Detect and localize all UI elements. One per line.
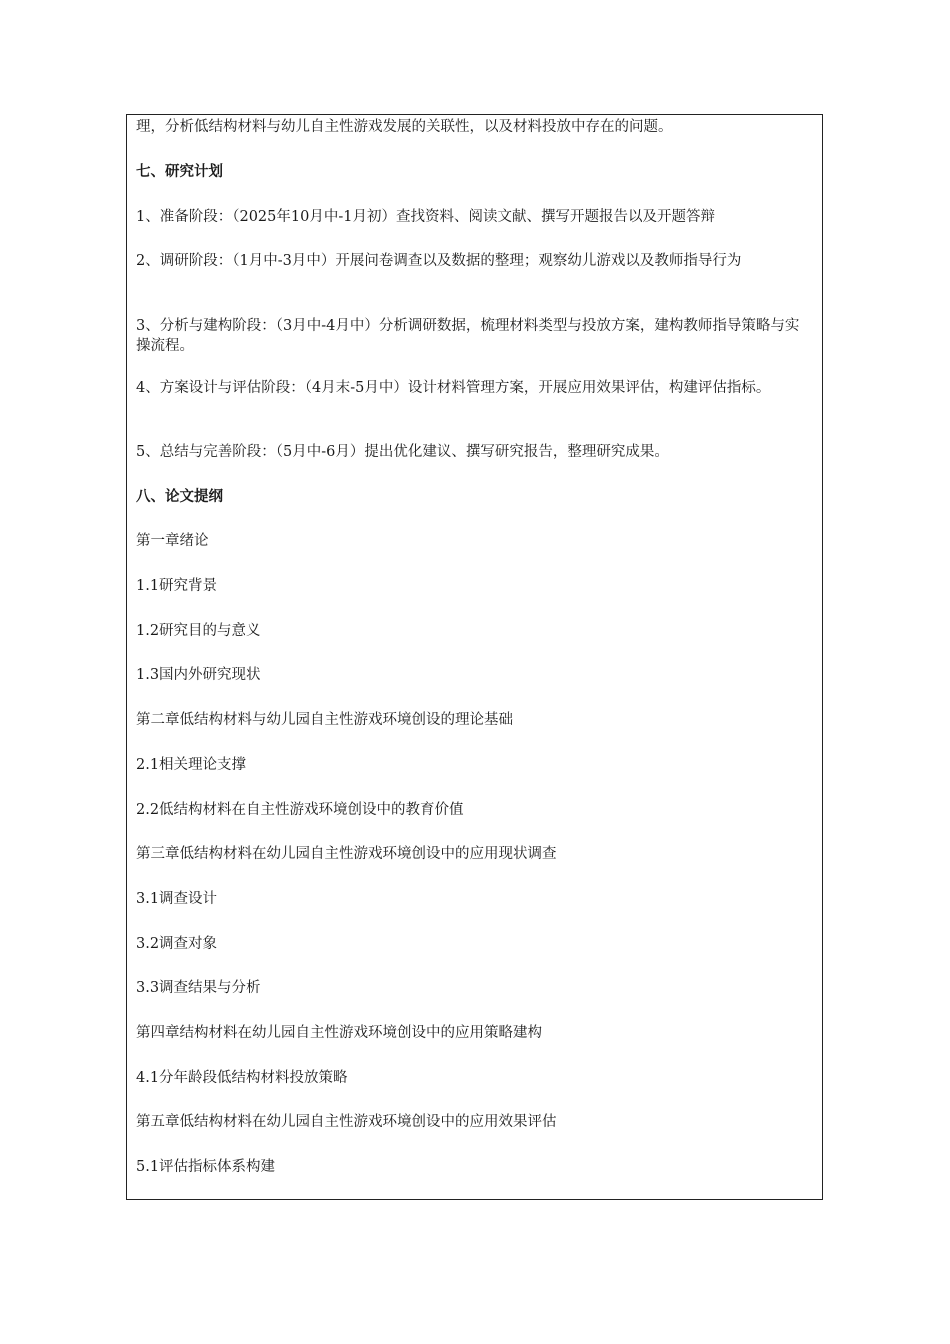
document-table-cell (126, 114, 823, 1200)
outline-item: 第三章低结构材料在幼儿园自主性游戏环境创设中的应用现状调查 (136, 846, 557, 862)
outline-item: 3.2调查对象 (136, 936, 218, 952)
plan-item-4: 4、方案设计与评估阶段：（4月末-5月中）设计材料管理方案，开展应用效果评估，构建评估指标。 (136, 380, 771, 396)
plan-item-3: 3、分析与建构阶段：（3月中-4月中）分析调研数据，梳理材料类型与投放方案，建构教师指导策略与实操流程。 (136, 318, 800, 354)
section-8-heading: 八、论文提纲 (136, 488, 223, 505)
outline-item: 第四章结构材料在幼儿园自主性游戏环境创设中的应用策略建构 (136, 1025, 542, 1041)
outline-item: 3.1调查设计 (136, 891, 218, 907)
plan-item-1: 1、准备阶段：（2025年10月中-1月初）查找资料、阅读文献、撰写开题报告以及开题答辩 (136, 209, 715, 225)
outline-item: 1.3国内外研究现状 (136, 667, 261, 683)
outline-item: 第一章绪论 (136, 533, 209, 549)
outline-item: 第五章低结构材料在幼儿园自主性游戏环境创设中的应用效果评估 (136, 1114, 557, 1130)
outline-item: 第二章低结构材料与幼儿园自主性游戏环境创设的理论基础 (136, 712, 513, 728)
outline-item: 2.1相关理论支撑 (136, 757, 247, 773)
section-7-heading: 七、研究计划 (136, 163, 223, 180)
plan-item-5: 5、总结与完善阶段：（5月中-6月）提出优化建议、撰写研究报告，整理研究成果。 (136, 444, 669, 460)
outline-item: 4.1分年龄段低结构材料投放策略 (136, 1070, 348, 1086)
plan-item-2: 2、调研阶段：（1月中-3月中）开展问卷调查以及数据的整理；观察幼儿游戏以及教师指导行为 (136, 253, 742, 269)
outline-item: 5.1评估指标体系构建 (136, 1159, 276, 1175)
outline-item: 2.2低结构材料在自主性游戏环境创设中的教育价值 (136, 802, 464, 818)
outline-item: 1.2研究目的与意义 (136, 623, 261, 639)
outline-item: 1.1研究背景 (136, 578, 218, 594)
intro-paragraph-tail: 理，分析低结构材料与幼儿自主性游戏发展的关联性，以及材料投放中存在的问题。 (136, 119, 673, 135)
outline-item: 3.3调查结果与分析 (136, 980, 261, 996)
